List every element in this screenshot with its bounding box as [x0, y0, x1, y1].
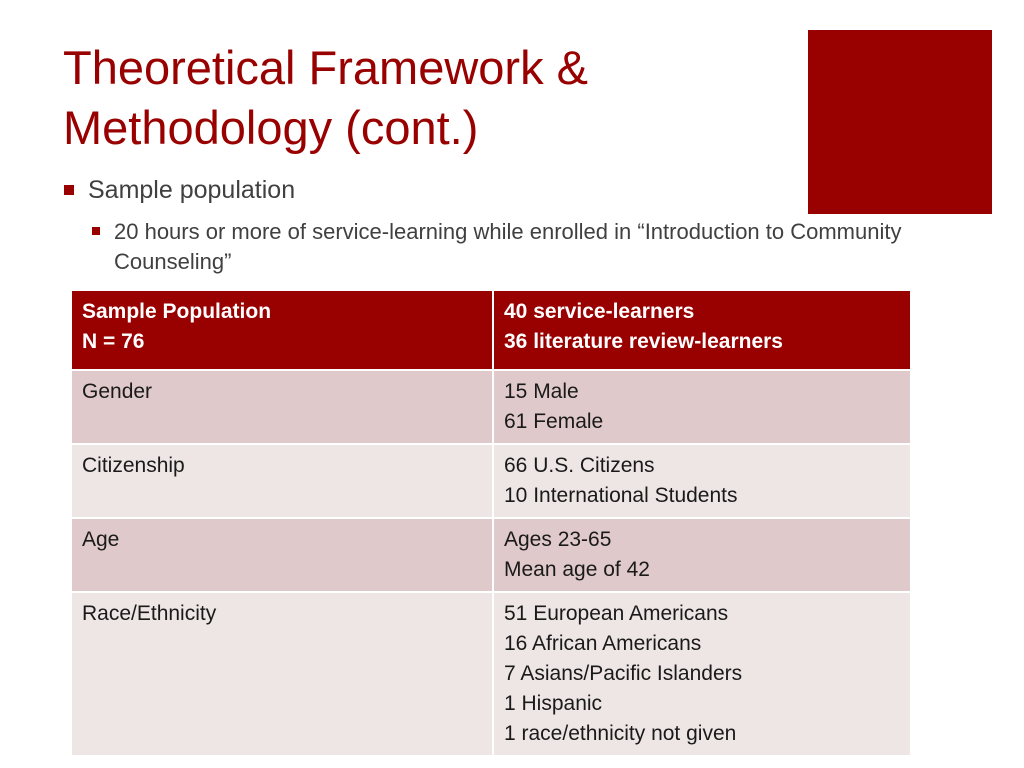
row-value: Ages 23-65 — [504, 528, 612, 551]
row-value: 51 European Americans — [504, 602, 729, 625]
title-line-1: Theoretical Framework & — [63, 41, 588, 94]
row-value: 7 Asians/Pacific Islanders — [504, 662, 743, 685]
square-bullet-icon — [92, 227, 100, 235]
row-label: Age — [71, 518, 493, 592]
header-cell-left — [71, 290, 493, 370]
row-value: 10 International Students — [504, 484, 738, 507]
header-left-line: Sample Population — [82, 300, 272, 323]
row-value: 15 Male — [504, 380, 579, 403]
square-bullet-icon — [64, 185, 74, 195]
sample-population-table — [70, 289, 912, 757]
header-right-line: 40 service-learners — [504, 300, 695, 323]
header-right-line: 36 literature review-learners — [504, 330, 783, 353]
header-left-line: N = 76 — [82, 330, 145, 353]
row-value: 61 Female — [504, 410, 604, 433]
row-label: Race/Ethnicity — [71, 592, 493, 756]
row-value: 16 African Americans — [504, 632, 702, 655]
row-label: Citizenship — [71, 444, 493, 518]
table-header-row — [71, 290, 911, 370]
table-row — [71, 518, 911, 592]
row-values — [493, 370, 911, 444]
table-row — [71, 444, 911, 518]
sub-bullet-service-hours — [92, 217, 992, 277]
row-values — [493, 592, 911, 756]
row-values — [493, 444, 911, 518]
row-value: 1 Hispanic — [504, 692, 603, 715]
row-value: 66 U.S. Citizens — [504, 454, 655, 477]
accent-block — [808, 30, 992, 214]
title-line-2: Methodology (cont.) — [63, 101, 479, 154]
row-value: Mean age of 42 — [504, 558, 650, 581]
bullet-sample-population — [64, 174, 295, 206]
row-value: 1 race/ethnicity not given — [504, 722, 737, 745]
row-label: Gender — [71, 370, 493, 444]
row-values — [493, 518, 911, 592]
header-cell-right — [493, 290, 911, 370]
slide-title — [63, 38, 793, 158]
bullet-text: Sample population — [88, 176, 296, 204]
table-row — [71, 592, 911, 756]
sub-bullet-text: 20 hours or more of service-learning while enrolled in “Introduction to Community Counseling” — [114, 219, 902, 274]
table-row — [71, 370, 911, 444]
